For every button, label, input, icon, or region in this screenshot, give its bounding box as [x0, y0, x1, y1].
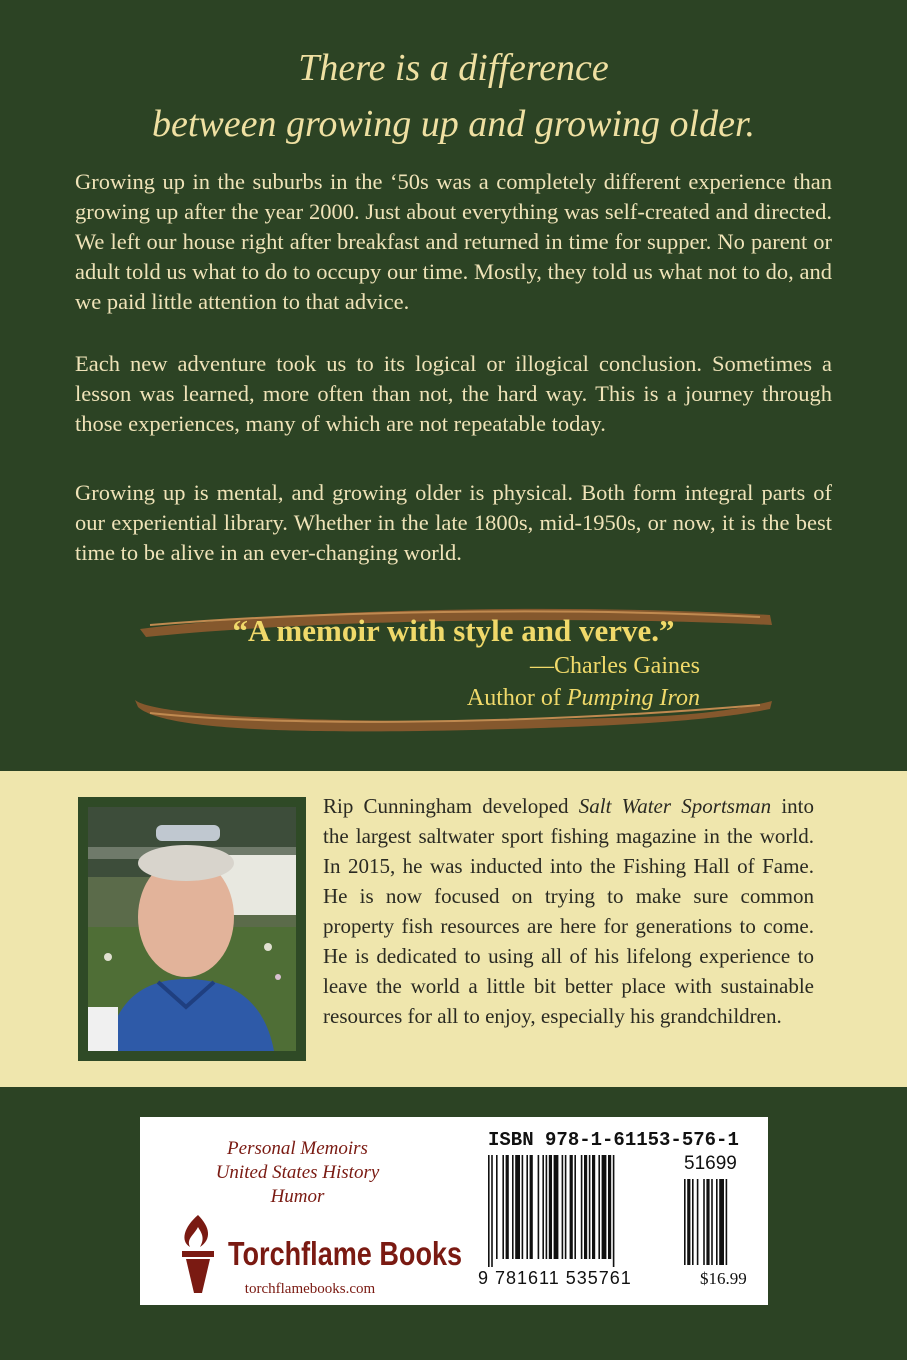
genre-item: Humor: [270, 1186, 325, 1207]
barcode-bar: [488, 1155, 490, 1267]
barcode-bar: [526, 1155, 528, 1259]
barcode-bar: [512, 1155, 514, 1259]
barcode-bar: [598, 1155, 600, 1259]
headline-line-1: There is a difference: [298, 47, 609, 89]
price: $16.99: [700, 1269, 747, 1288]
supplement-bar: [697, 1179, 699, 1265]
publisher-url: torchflamebooks.com: [244, 1281, 376, 1297]
barcode-bar: [570, 1155, 573, 1259]
barcode-bar: [602, 1155, 607, 1259]
headline: [0, 40, 907, 152]
barcode-bar: [592, 1155, 595, 1259]
supplement-bar: [719, 1179, 724, 1265]
quote-text: “A memoir with style and verve.”: [232, 613, 675, 648]
barcode-bar: [502, 1155, 504, 1259]
barcode-bar: [515, 1155, 520, 1259]
genre-item: Personal Memoirs: [227, 1138, 368, 1159]
barcode-bar: [506, 1155, 509, 1259]
supplement-bars: [684, 1179, 727, 1265]
supplement-bar: [703, 1179, 705, 1265]
barcode-bar: [584, 1155, 587, 1259]
isbn-label: ISBN 978-1-61153-576-1: [488, 1129, 739, 1151]
barcode-bar: [542, 1155, 544, 1259]
publisher-name: Torchflame Books: [228, 1235, 463, 1272]
supplement-bar: [706, 1179, 709, 1265]
headline-line-2: between growing up and growing older.: [151, 103, 756, 145]
author-work: Pumping Iron: [566, 685, 700, 711]
barcode-bar: [522, 1155, 524, 1259]
genre-item: United States History: [215, 1162, 380, 1183]
supplemental-code: 51699: [684, 1153, 737, 1174]
body-paragraph-1: Growing up in the suburbs in the ‘50s was a completely different experience than growing up after the year 2000. Just about everything was self-created and directed. We left our house right after breakfast and returned in time for supper. No parent or adult told us what to do to occupy our time. Mostly, they told us what not to do, and we paid little attention to that advice.: [75, 169, 832, 314]
author-bio-panel: [0, 771, 907, 1087]
barcode: [488, 1155, 758, 1267]
supplement-bar: [684, 1179, 686, 1265]
author-portrait-illustration: [88, 807, 296, 1051]
barcode-bar: [491, 1155, 493, 1267]
barcode-bar: [562, 1155, 564, 1259]
bio-magazine-title: Salt Water Sportsman: [578, 794, 772, 818]
supplement-bar: [716, 1179, 718, 1265]
barcode-bar: [581, 1155, 583, 1259]
barcode-bar: [538, 1155, 540, 1259]
barcode-bar: [613, 1155, 615, 1267]
barcode-bar: [496, 1155, 498, 1259]
supplement-bar: [711, 1179, 713, 1265]
barcode-bar: [546, 1155, 548, 1259]
author-photo: [78, 797, 306, 1061]
genre-list: [180, 1137, 415, 1209]
barcode-bar: [589, 1155, 591, 1259]
ean-bars: [488, 1155, 614, 1267]
barcode-bar: [574, 1155, 576, 1259]
supplement-bar: [692, 1179, 694, 1265]
author-prefix: Author of: [466, 685, 561, 711]
author-bio-text: [323, 791, 814, 1031]
barcode-bar: [530, 1155, 533, 1259]
body-paragraph-2: Each new adventure took us to its logical or illogical conclusion. Sometimes a lesson was learned, more often than not, the hard way. This is a journey through those experiences, many of which are not repeatable today.: [75, 351, 832, 436]
quote-attribution: —Charles Gaines: [530, 653, 700, 679]
publisher-barcode-box: [140, 1117, 768, 1305]
barcode-bar: [554, 1155, 559, 1259]
bio-intro: Rip Cunningham developed: [323, 794, 569, 818]
supplement-bar: [687, 1179, 690, 1265]
ean-digits: 9 781611 535761: [478, 1268, 632, 1288]
bio-rest: into the largest saltwater sport fishing magazine in the world. In 2015, he was inducted into the Fishing Hall of Fame. He is now focused on trying to make sure common property fish resources are here for generations to come. He is dedicated to using all of his lifelong experience to leave the world a little bit better place with sustainable resources for all to enjoy, especially his grandchildren.: [323, 794, 815, 1028]
endorsement-quote: [0, 595, 907, 745]
supplement-bar: [726, 1179, 728, 1265]
quote-author-credit: [300, 685, 700, 712]
barcode-bar: [565, 1155, 567, 1259]
barcode-bar: [549, 1155, 552, 1259]
barcode-bar: [608, 1155, 611, 1259]
body-paragraph-3: Growing up is mental, and growing older is physical. Both form integral parts of our experiential library. Whether in the late 1800s, mid-1950s, or now, it is the best time to be alive in an ever-changing world.: [75, 480, 832, 565]
